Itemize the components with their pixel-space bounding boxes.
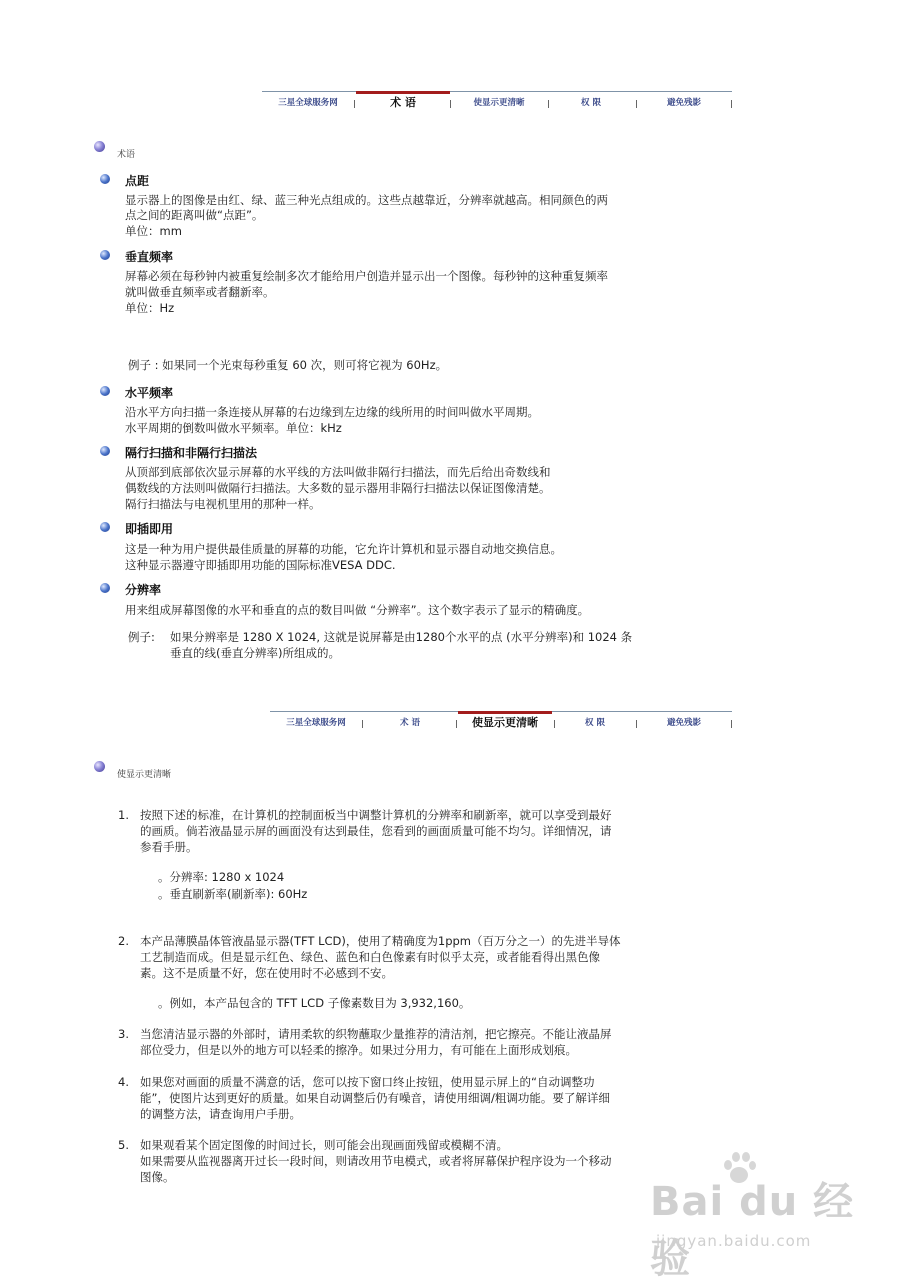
baidu-watermark — [640, 1150, 880, 1280]
section-title-clearer-display: 使显示更清晰 — [117, 770, 172, 780]
section-bullet-icon — [94, 761, 105, 772]
list-item-5-line-3: 图像。 — [140, 1170, 175, 1184]
term-dot-pitch-line-3: 单位：mm — [125, 224, 182, 238]
term-plug-and-play: 即插即用 — [125, 522, 174, 536]
list-item-number: 3. — [118, 1027, 129, 1041]
list-item-2-line-1: 本产品薄膜晶体管液晶显示器(TFT LCD)，使用了精确度为1ppm（百万分之一）的先进半导体 — [140, 934, 621, 948]
list-item-4-line-1: 如果您对画面的质量不满意的话，您可以按下窗口终止按钮，使用显示屏上的“自动调整功 — [140, 1075, 595, 1089]
term-vertical-frequency-line-2: 就叫做垂直频率或者翻新率。 — [125, 285, 275, 299]
list-item-3-line-1: 当您清洁显示器的外部时，请用柔软的织物蘸取少量推荐的清洁剂，把它擦亮。不能让液晶屏 — [140, 1027, 612, 1041]
nav-item-authority[interactable]: 权 限 — [581, 98, 601, 108]
nav-top-line — [262, 91, 732, 92]
term-vertical-frequency-example: 例子 : 如果同一个光束每秒重复 60 次，则可将它视为 60Hz。 — [128, 358, 448, 372]
nav-item-samsung-service[interactable]: 三星全球服务网 — [286, 718, 346, 728]
nav-item-authority[interactable]: 权 限 — [585, 718, 605, 728]
nav-separator — [548, 100, 549, 108]
term-interlaced-scanning: 隔行扫描和非隔行扫描法 — [125, 446, 258, 460]
nav-bar-top — [262, 91, 732, 113]
section-title-terms: 术语 — [117, 150, 136, 160]
term-vertical-frequency: 垂直频率 — [125, 250, 174, 264]
term-resolution-example-label: 例子: — [128, 630, 155, 644]
list-item-4-line-2: 能”，使图片达到更好的质量。如果自动调整后仍有噪音，请使用细调/粗调功能。要了解详细 — [140, 1091, 610, 1105]
list-item-number: 5. — [118, 1138, 129, 1152]
term-horizontal-frequency: 水平频率 — [125, 386, 174, 400]
term-resolution: 分辨率 — [125, 583, 162, 597]
nav-bar-second — [270, 711, 732, 733]
term-resolution-example-line-2: 垂直的线(垂直分辨率)所组成的。 — [170, 646, 340, 660]
term-interlaced-scanning-line-3: 隔行扫描法与电视机里用的那种一样。 — [125, 497, 321, 511]
list-item-2-sub-1: 。例如，本产品包含的 TFT LCD 子像素数目为 3,932,160。 — [158, 996, 471, 1010]
term-resolution-example-line-1: 如果分辨率是 1280 X 1024, 这就是说屏幕是由1280个水平的点 (水平分辨率)和 1024 条 — [170, 630, 633, 644]
term-interlaced-scanning-line-1: 从顶部到底部依次显示屏幕的水平线的方法叫做非隔行扫描法，而先后给出奇数线和 — [125, 465, 551, 479]
term-bullet-icon — [100, 522, 110, 532]
nav-separator — [450, 100, 451, 108]
nav-item-clearer-display[interactable]: 使显示更清晰 — [473, 98, 525, 108]
list-item-number: 4. — [118, 1075, 129, 1089]
term-vertical-frequency-line-1: 屏幕必须在每秒钟内被重复绘制多次才能给用户创造并显示出一个图像。每秒钟的这种重复频率 — [125, 269, 608, 283]
nav-separator — [456, 720, 457, 728]
list-item-5-line-2: 如果需要从监视器离开过长一段时间，则请改用节电模式，或者将屏幕保护程序设为一个移动 — [140, 1154, 612, 1168]
nav-separator — [636, 720, 637, 728]
section-bullet-icon — [94, 141, 105, 152]
term-plug-and-play-line-1: 这是一种为用户提供最佳质量的屏幕的功能，它允许计算机和显示器自动地交换信息。 — [125, 542, 562, 556]
term-interlaced-scanning-line-2: 偶数线的方法则叫做隔行扫描法。大多数的显示器用非隔行扫描法以保证图像清楚。 — [125, 481, 551, 495]
list-item-1-sub-1: 。分辨率: 1280 x 1024 — [158, 870, 285, 884]
term-bullet-icon — [100, 583, 110, 593]
watermark-url: jingyan.baidu.com — [656, 1232, 812, 1250]
nav-item-terms[interactable]: 术 语 — [400, 718, 420, 728]
nav-item-terms[interactable]: 术 语 — [356, 91, 450, 109]
nav-item-avoid-burnin[interactable]: 避免残影 — [666, 98, 701, 108]
list-item-1-sub-2: 。垂直刷新率(刷新率): 60Hz — [158, 887, 308, 901]
term-dot-pitch-line-1: 显示器上的图像是由红、绿、蓝三种光点组成的。这些点越靠近，分辨率就越高。相同颜色的两 — [125, 193, 608, 207]
nav-separator — [554, 720, 555, 728]
list-item-3-line-2: 部位受力，但是以外的地方可以轻柔的擦净。如果过分用力，有可能在上面形成划痕。 — [140, 1043, 577, 1057]
list-item-number: 1. — [118, 808, 129, 822]
list-item-2-line-2: 工艺制造而成。但是显示红色、绿色、蓝色和白色像素有时似乎太亮，或者能看得出黑色像 — [140, 950, 600, 964]
term-bullet-icon — [100, 386, 110, 396]
list-item-1-line-1: 按照下述的标准，在计算机的控制面板当中调整计算机的分辨率和刷新率，就可以享受到最好 — [140, 808, 612, 822]
nav-item-samsung-service[interactable]: 三星全球服务网 — [278, 98, 338, 108]
nav-separator — [354, 100, 355, 108]
list-item-4-line-3: 的调整方法，请查询用户手册。 — [140, 1107, 301, 1121]
term-bullet-icon — [100, 174, 110, 184]
watermark-logo: Bai du 经验 — [650, 1179, 855, 1280]
nav-separator — [362, 720, 363, 728]
term-plug-and-play-line-2: 这种显示器遵守即插即用功能的国际标准VESA DDC. — [125, 558, 396, 572]
term-bullet-icon — [100, 250, 110, 260]
list-item-1-line-2: 的画质。倘若液晶显示屏的画面没有达到最佳，您看到的画面质量可能不均匀。详细情况，请 — [140, 824, 612, 838]
nav-item-avoid-burnin[interactable]: 避免残影 — [666, 718, 701, 728]
term-dot-pitch: 点距 — [125, 174, 150, 188]
term-resolution-line-1: 用来组成屏幕图像的水平和垂直的点的数目叫做 “分辨率”。这个数字表示了显示的精确度。 — [125, 603, 590, 617]
term-horizontal-frequency-line-1: 沿水平方向扫描一条连接从屏幕的右边缘到左边缘的线所用的时间叫做水平周期。 — [125, 405, 539, 419]
term-bullet-icon — [100, 446, 110, 456]
term-horizontal-frequency-line-2: 水平周期的倒数叫做水平频率。单位：kHz — [125, 421, 342, 435]
term-dot-pitch-line-2: 点之间的距离叫做“点距”。 — [125, 208, 264, 222]
list-item-1-line-3: 参看手册。 — [140, 840, 198, 854]
term-vertical-frequency-line-3: 单位：Hz — [125, 301, 175, 315]
nav-separator — [731, 720, 732, 728]
list-item-number: 2. — [118, 934, 129, 948]
list-item-5-line-1: 如果观看某个固定图像的时间过长，则可能会出现画面残留或模糊不清。 — [140, 1138, 508, 1152]
nav-separator — [636, 100, 637, 108]
list-item-2-line-3: 素。这不是质量不好，您在使用时不必感到不安。 — [140, 966, 393, 980]
nav-item-clearer-display[interactable]: 使显示更清晰 — [458, 711, 552, 729]
nav-separator — [731, 100, 732, 108]
